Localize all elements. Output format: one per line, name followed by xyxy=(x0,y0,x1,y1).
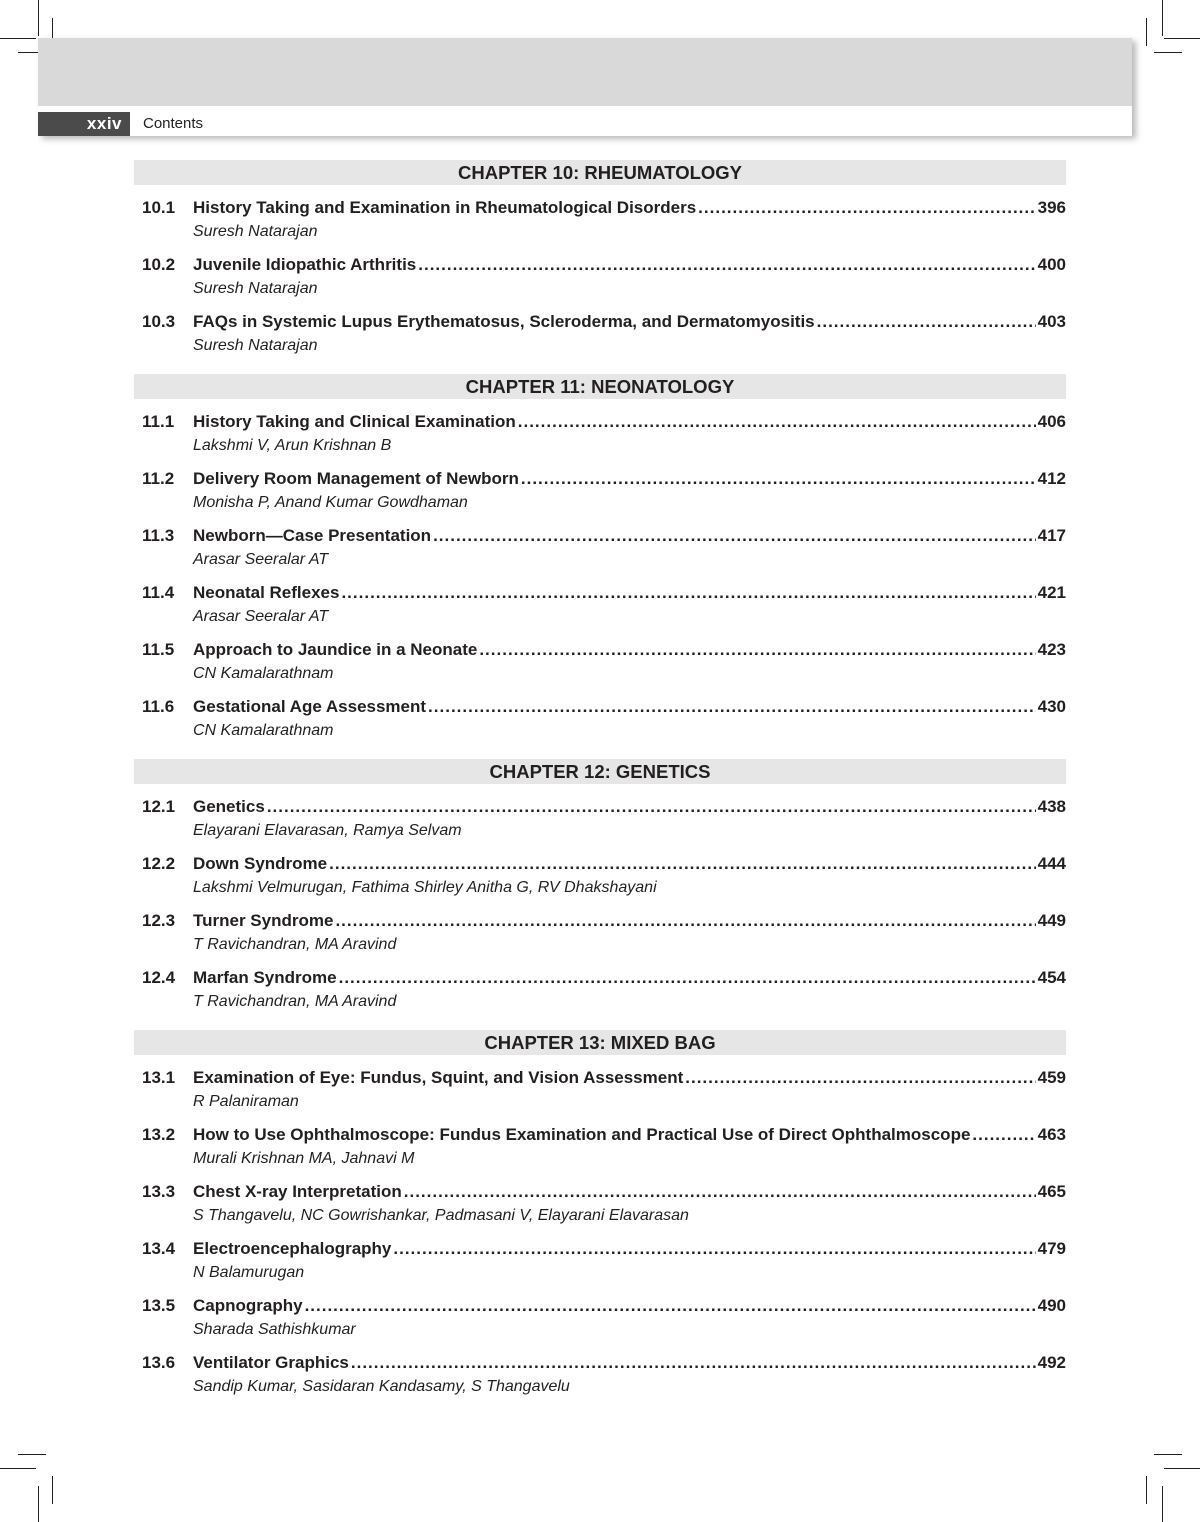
page-ref: 430 xyxy=(1037,697,1066,716)
dot-leader xyxy=(518,411,1036,433)
crop-mark xyxy=(0,1468,36,1469)
chapter-section xyxy=(134,374,1066,759)
entry-line xyxy=(193,796,1066,818)
section-title: Gestational Age Assessment xyxy=(193,697,427,716)
section-title: Newborn—Case Presentation xyxy=(193,526,432,545)
section-number: 13.1 xyxy=(142,1068,176,1087)
chapter-section xyxy=(134,759,1066,1030)
toc-entry[interactable] xyxy=(134,1348,1066,1405)
toc-entry[interactable] xyxy=(134,1234,1066,1291)
dot-leader xyxy=(817,311,1036,333)
crop-mark xyxy=(1146,18,1147,46)
section-title: Neonatal Reflexes xyxy=(193,583,340,602)
section-title: Turner Syndrome xyxy=(193,911,334,930)
toc-entry[interactable] xyxy=(134,635,1066,692)
section-authors: T Ravichandran, MA Aravind xyxy=(193,936,397,953)
page-ref: 490 xyxy=(1037,1296,1066,1315)
toc-entry[interactable] xyxy=(134,578,1066,635)
dot-leader xyxy=(972,1124,1035,1146)
section-gap xyxy=(134,1020,1066,1030)
toc-entry[interactable] xyxy=(134,407,1066,464)
section-authors: S Thangavelu, NC Gowrishankar, Padmasani V, Elayarani Elavarasan xyxy=(193,1207,689,1224)
section-title: How to Use Ophthalmoscope: Fundus Examination and Practical Use of Direct Ophthalmoscope xyxy=(193,1125,971,1144)
toc-entry[interactable] xyxy=(134,193,1066,250)
entry-line xyxy=(193,1352,1066,1374)
crop-mark xyxy=(38,0,39,36)
section-authors: Lakshmi Velmurugan, Fathima Shirley Anitha G, RV Dhakshayani xyxy=(193,879,657,896)
section-number: 13.2 xyxy=(142,1125,176,1144)
section-number: 11.5 xyxy=(142,640,175,659)
entry-line xyxy=(193,582,1066,604)
section-authors: Sandip Kumar, Sasidaran Kandasamy, S Thangavelu xyxy=(193,1378,570,1395)
chapter-heading: CHAPTER 10: RHEUMATOLOGY xyxy=(134,160,1066,185)
page-ref: 406 xyxy=(1037,412,1066,431)
section-authors: N Balamurugan xyxy=(193,1264,305,1281)
section-number: 10.2 xyxy=(142,255,176,274)
section-number: 12.1 xyxy=(142,797,176,816)
section-number: 11.3 xyxy=(142,526,175,545)
dot-leader xyxy=(479,639,1035,661)
entry-line xyxy=(193,639,1066,661)
section-gap xyxy=(134,749,1066,759)
toc-entry[interactable] xyxy=(134,464,1066,521)
section-authors: Arasar Seeralar AT xyxy=(193,608,329,625)
section-authors: Arasar Seeralar AT xyxy=(193,551,329,568)
section-authors: Murali Krishnan MA, Jahnavi M xyxy=(193,1150,415,1167)
section-title: Chest X-ray Interpretation xyxy=(193,1182,402,1201)
dot-leader xyxy=(335,910,1035,932)
dot-leader xyxy=(428,696,1036,718)
page-ref: 400 xyxy=(1037,255,1066,274)
section-title: Down Syndrome xyxy=(193,854,328,873)
dot-leader xyxy=(685,1067,1035,1089)
page-number: xxiv xyxy=(38,112,130,136)
section-number: 11.1 xyxy=(142,412,175,431)
toc-entry[interactable] xyxy=(134,1063,1066,1120)
crop-mark xyxy=(52,1476,53,1504)
crop-mark xyxy=(1164,1468,1200,1469)
entry-line xyxy=(193,468,1066,490)
section-number: 13.3 xyxy=(142,1182,176,1201)
crop-mark xyxy=(1162,1486,1163,1522)
toc-entry[interactable] xyxy=(134,250,1066,307)
section-number: 11.6 xyxy=(142,697,175,716)
toc-entry[interactable] xyxy=(134,521,1066,578)
section-gap xyxy=(134,364,1066,374)
crop-mark xyxy=(18,1454,46,1455)
entry-line xyxy=(193,967,1066,989)
entry-line xyxy=(193,197,1066,219)
section-number: 10.3 xyxy=(142,312,176,331)
chapter-section xyxy=(134,160,1066,374)
section-number: 13.5 xyxy=(142,1296,176,1315)
section-number: 13.4 xyxy=(142,1239,176,1258)
section-title: History Taking and Examination in Rheumatological Disorders xyxy=(193,198,697,217)
section-authors: Sharada Sathishkumar xyxy=(193,1321,356,1338)
section-number: 13.6 xyxy=(142,1353,176,1372)
page-ref: 449 xyxy=(1037,911,1066,930)
section-number: 10.1 xyxy=(142,198,176,217)
section-authors: Suresh Natarajan xyxy=(193,223,318,240)
chapter-heading: CHAPTER 12: GENETICS xyxy=(134,759,1066,784)
dot-leader xyxy=(698,197,1035,219)
section-title: Genetics xyxy=(193,797,265,816)
section-number: 12.2 xyxy=(142,854,176,873)
dot-leader xyxy=(418,254,1035,276)
section-authors: T Ravichandran, MA Aravind xyxy=(193,993,397,1010)
chapter-section xyxy=(134,1030,1066,1415)
section-authors: CN Kamalarathnam xyxy=(193,665,334,682)
section-number: 11.2 xyxy=(142,469,175,488)
crop-mark xyxy=(0,38,36,39)
entry-line xyxy=(193,1238,1066,1260)
section-authors: R Palaniraman xyxy=(193,1093,299,1110)
toc-entry[interactable] xyxy=(134,906,1066,963)
entry-line xyxy=(193,254,1066,276)
entry-line xyxy=(193,525,1066,547)
page-ref: 421 xyxy=(1037,583,1066,602)
chapter-heading: CHAPTER 13: MIXED BAG xyxy=(134,1030,1066,1055)
toc-entry[interactable] xyxy=(134,1120,1066,1177)
section-number: 12.3 xyxy=(142,911,176,930)
toc-entry[interactable] xyxy=(134,963,1066,1020)
page-ref: 396 xyxy=(1037,198,1066,217)
toc-entry[interactable] xyxy=(134,1291,1066,1348)
page-ref: 492 xyxy=(1037,1353,1066,1372)
page-ref: 403 xyxy=(1037,312,1066,331)
page-ref: 463 xyxy=(1037,1125,1066,1144)
section-title: Electroencephalography xyxy=(193,1239,392,1258)
section-title: FAQs in Systemic Lupus Erythematosus, Scleroderma, and Dermatomyositis xyxy=(193,312,815,331)
page-ref: 444 xyxy=(1037,854,1066,873)
crop-mark xyxy=(1146,1476,1147,1504)
dot-leader xyxy=(329,853,1036,875)
running-head: Contents xyxy=(143,115,204,132)
toc-entry[interactable] xyxy=(134,792,1066,849)
table-of-contents xyxy=(134,160,1066,1415)
section-title: Delivery Room Management of Newborn xyxy=(193,469,519,488)
section-authors: Lakshmi V, Arun Krishnan B xyxy=(193,437,392,454)
section-title: History Taking and Clinical Examination xyxy=(193,412,516,431)
section-authors: Suresh Natarajan xyxy=(193,337,318,354)
page-ref: 438 xyxy=(1037,797,1066,816)
section-title: Ventilator Graphics xyxy=(193,1353,349,1372)
toc-entry[interactable] xyxy=(134,1177,1066,1234)
dot-leader xyxy=(351,1352,1036,1374)
dot-leader xyxy=(393,1238,1035,1260)
crop-mark xyxy=(1154,1454,1182,1455)
page-ref: 423 xyxy=(1037,640,1066,659)
entry-line xyxy=(193,1067,1066,1089)
page-ref: 465 xyxy=(1037,1182,1066,1201)
entry-line xyxy=(193,696,1066,718)
dot-leader xyxy=(404,1181,1036,1203)
toc-entry[interactable] xyxy=(134,307,1066,364)
chapter-heading: CHAPTER 11: NEONATOLOGY xyxy=(134,374,1066,399)
section-authors: Monisha P, Anand Kumar Gowdhaman xyxy=(193,494,468,511)
crop-mark xyxy=(1164,38,1200,39)
section-gap xyxy=(134,1405,1066,1415)
section-authors: CN Kamalarathnam xyxy=(193,722,334,739)
entry-line xyxy=(193,411,1066,433)
section-authors: Elayarani Elavarasan, Ramya Selvam xyxy=(193,822,462,839)
entry-line xyxy=(193,311,1066,333)
entry-line xyxy=(193,910,1066,932)
crop-mark xyxy=(38,1486,39,1522)
toc-entry[interactable] xyxy=(134,692,1066,749)
section-title: Approach to Jaundice in a Neonate xyxy=(193,640,478,659)
section-title: Marfan Syndrome xyxy=(193,968,337,987)
dot-leader xyxy=(267,796,1036,818)
section-number: 12.4 xyxy=(142,968,176,987)
crop-mark xyxy=(1154,52,1182,53)
dot-leader xyxy=(521,468,1036,490)
entry-line xyxy=(193,1181,1066,1203)
section-title: Examination of Eye: Fundus, Squint, and Vision Assessment xyxy=(193,1068,684,1087)
dot-leader xyxy=(341,582,1035,604)
section-title: Capnography xyxy=(193,1296,303,1315)
page-ref: 454 xyxy=(1037,968,1066,987)
section-title: Juvenile Idiopathic Arthritis xyxy=(193,255,417,274)
page-ref: 459 xyxy=(1037,1068,1066,1087)
dot-leader xyxy=(305,1295,1036,1317)
dot-leader xyxy=(339,967,1036,989)
page-ref: 412 xyxy=(1037,469,1066,488)
entry-line xyxy=(193,853,1066,875)
header-band xyxy=(38,38,1132,106)
page-ref: 417 xyxy=(1037,526,1066,545)
page-ref: 479 xyxy=(1037,1239,1066,1258)
dot-leader xyxy=(433,525,1036,547)
entry-line xyxy=(193,1295,1066,1317)
entry-line xyxy=(193,1124,1066,1146)
crop-mark xyxy=(1162,0,1163,36)
section-number: 11.4 xyxy=(142,583,175,602)
section-authors: Suresh Natarajan xyxy=(193,280,318,297)
toc-entry[interactable] xyxy=(134,849,1066,906)
